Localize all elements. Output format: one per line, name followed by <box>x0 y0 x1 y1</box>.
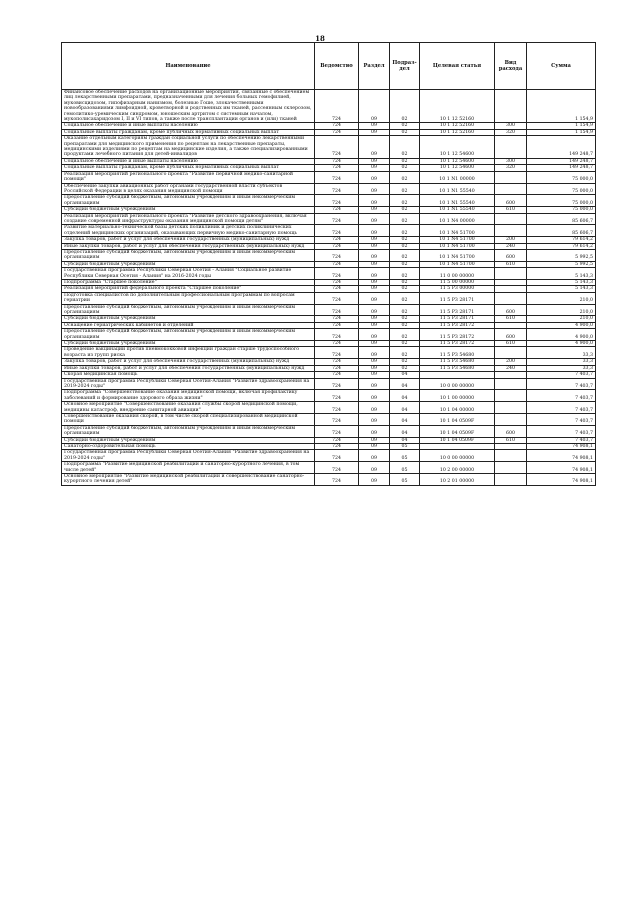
cell-vedomstvo: 724 <box>315 136 359 159</box>
cell-podrazdel: 02 <box>390 316 420 322</box>
cell-sum: 149 248,7 <box>527 165 596 171</box>
cell-expense-type <box>495 462 527 474</box>
cell-sum: 5 143,3 <box>527 268 596 280</box>
cell-expense-type: 610 <box>495 437 527 443</box>
cell-vedomstvo: 724 <box>315 261 359 267</box>
cell-expense-type: 610 <box>495 207 527 213</box>
cell-expense-type <box>495 413 527 425</box>
cell-vedomstvo: 724 <box>315 90 359 123</box>
cell-razdel: 09 <box>359 268 390 280</box>
table-row <box>62 474 596 486</box>
cell-podrazdel: 02 <box>390 280 420 286</box>
cell-razdel: 09 <box>359 322 390 328</box>
cell-name: Государственная программа Республики Северная Осетия-Алания "Развитие здравоохранения на 2019-2024 годы" <box>62 378 315 390</box>
cell-vedomstvo: 724 <box>315 225 359 237</box>
cell-sum: 149 248,7 <box>527 136 596 159</box>
cell-razdel: 09 <box>359 123 390 129</box>
cell-sum: 74 908,1 <box>527 450 596 462</box>
cell-name: Социальные выплаты гражданам, кроме публичных нормативных социальных выплат <box>62 129 315 135</box>
cell-vedomstvo: 724 <box>315 213 359 225</box>
cell-vedomstvo: 724 <box>315 268 359 280</box>
cell-sum: 210,0 <box>527 304 596 316</box>
cell-target-article: 10 1 12 52160 <box>420 123 495 129</box>
cell-name: Оснащение гериатрических кабинетов и отделений <box>62 322 315 328</box>
cell-expense-type <box>495 378 527 390</box>
cell-name: Предоставление субсидий бюджетным, автономным учреждениям и иным некоммерческим организациям <box>62 304 315 316</box>
cell-vedomstvo: 724 <box>315 292 359 304</box>
cell-name: Иные закупки товаров, работ и услуг для обеспечения государственных (муниципальных) нужд <box>62 365 315 371</box>
cell-name: Скорая медицинская помощь <box>62 372 315 378</box>
cell-name: Субсидии бюджетным учреждениям <box>62 316 315 322</box>
cell-razdel: 09 <box>359 372 390 378</box>
cell-expense-type: 600 <box>495 195 527 207</box>
cell-podrazdel: 02 <box>390 207 420 213</box>
cell-vedomstvo: 724 <box>315 365 359 371</box>
cell-expense-type: 320 <box>495 165 527 171</box>
cell-podrazdel: 02 <box>390 249 420 261</box>
cell-razdel: 09 <box>359 183 390 195</box>
cell-razdel: 09 <box>359 129 390 135</box>
cell-target-article: 10 0 00 00000 <box>420 450 495 462</box>
cell-podrazdel: 05 <box>390 474 420 486</box>
cell-target-article: 10 0 00 00000 <box>420 378 495 390</box>
cell-name: Подпрограмма "Старшее поколение" <box>62 280 315 286</box>
cell-podrazdel: 05 <box>390 450 420 462</box>
cell-name: Оказание отдельным категориям граждан социальной услуги по обеспечению лекарственными препаратами для медицинского применения по рецептам на лекарственные препараты, медицинскими изделиями по рецептам на медицинские изделия, а также специализированными продуктами лечебного питания для детей-инвалидов <box>62 136 315 159</box>
cell-razdel: 09 <box>359 341 390 347</box>
cell-podrazdel: 04 <box>390 390 420 402</box>
table-row <box>62 171 596 183</box>
cell-podrazdel: 02 <box>390 359 420 365</box>
cell-target-article: 10 1 N4 51700 <box>420 249 495 261</box>
cell-razdel: 09 <box>359 207 390 213</box>
cell-podrazdel: 02 <box>390 329 420 341</box>
cell-razdel: 09 <box>359 402 390 414</box>
cell-expense-type <box>495 268 527 280</box>
cell-name: Подготовка специалистов по дополнительным профессиональным программам по вопросам гериатрии <box>62 292 315 304</box>
cell-expense-type <box>495 90 527 123</box>
cell-sum: 7 403,7 <box>527 390 596 402</box>
cell-name: Реализация мероприятий федерального проекта "Старшее поколение" <box>62 286 315 292</box>
cell-razdel: 09 <box>359 171 390 183</box>
cell-name: Закупка товаров, работ и услуг для обеспечения государственных (муниципальных) нужд <box>62 359 315 365</box>
cell-sum: 4 900,0 <box>527 341 596 347</box>
cell-podrazdel: 04 <box>390 437 420 443</box>
cell-podrazdel: 04 <box>390 425 420 437</box>
cell-vedomstvo: 724 <box>315 390 359 402</box>
cell-vedomstvo: 724 <box>315 437 359 443</box>
cell-vedomstvo: 724 <box>315 322 359 328</box>
cell-name: Субсидии бюджетным учреждениям <box>62 261 315 267</box>
cell-podrazdel: 02 <box>390 195 420 207</box>
cell-razdel: 09 <box>359 437 390 443</box>
table-row <box>62 390 596 402</box>
cell-razdel: 09 <box>359 462 390 474</box>
cell-target-article: 10 1 12 52160 <box>420 90 495 123</box>
table-row <box>62 329 596 341</box>
cell-name: Предоставление субсидий бюджетным, автономным учреждениям и иным некоммерческим организациям <box>62 425 315 437</box>
cell-sum: 79 614,2 <box>527 237 596 243</box>
cell-target-article: 10 1 N1 55540 <box>420 207 495 213</box>
cell-target-article: 11 5 P3 28171 <box>420 316 495 322</box>
cell-razdel: 09 <box>359 213 390 225</box>
table-row <box>62 402 596 414</box>
cell-podrazdel: 04 <box>390 378 420 390</box>
cell-name: Развитие материально-технической базы детских поликлиник и детских поликлинических отделений медицинских организаций, оказывающих первичную медико-санитарную помощь <box>62 225 315 237</box>
cell-target-article: 11 5 P3 54680 <box>420 359 495 365</box>
cell-sum: 210,0 <box>527 292 596 304</box>
cell-razdel: 09 <box>359 413 390 425</box>
cell-name: Субсидии бюджетным учреждениям <box>62 207 315 213</box>
cell-target-article: 10 1 12 54600 <box>420 136 495 159</box>
cell-sum: 7 403,7 <box>527 413 596 425</box>
cell-razdel: 09 <box>359 450 390 462</box>
cell-name: Предоставление субсидий бюджетным, автономным учреждениям и иным некоммерческим организациям <box>62 329 315 341</box>
cell-razdel: 09 <box>359 443 390 449</box>
cell-expense-type: 200 <box>495 237 527 243</box>
cell-vedomstvo: 724 <box>315 195 359 207</box>
cell-podrazdel: 02 <box>390 171 420 183</box>
cell-target-article: 10 1 00 00000 <box>420 390 495 402</box>
cell-podrazdel: 02 <box>390 129 420 135</box>
cell-expense-type <box>495 450 527 462</box>
cell-expense-type <box>495 402 527 414</box>
cell-sum: 4 900,0 <box>527 322 596 328</box>
cell-name: Санаторно-оздоровительная помощь <box>62 443 315 449</box>
cell-podrazdel: 04 <box>390 413 420 425</box>
cell-expense-type <box>495 292 527 304</box>
cell-razdel: 09 <box>359 329 390 341</box>
cell-razdel: 09 <box>359 304 390 316</box>
cell-sum: 210,0 <box>527 316 596 322</box>
cell-vedomstvo: 724 <box>315 129 359 135</box>
cell-vedomstvo: 724 <box>315 165 359 171</box>
cell-sum: 5 143,3 <box>527 286 596 292</box>
cell-podrazdel: 02 <box>390 365 420 371</box>
cell-razdel: 09 <box>359 390 390 402</box>
cell-expense-type: 600 <box>495 304 527 316</box>
cell-sum: 7 403,7 <box>527 402 596 414</box>
cell-name: Субсидии бюджетным учреждениям <box>62 437 315 443</box>
header-name: Наименование <box>62 43 315 90</box>
cell-name: Социальное обеспечение и иные выплаты населению <box>62 158 315 164</box>
cell-sum: 5 992,5 <box>527 261 596 267</box>
cell-expense-type: 240 <box>495 365 527 371</box>
cell-podrazdel: 02 <box>390 158 420 164</box>
table-row <box>62 195 596 207</box>
cell-podrazdel: 02 <box>390 90 420 123</box>
header-sum: Сумма <box>527 43 596 90</box>
cell-sum: 149 248,7 <box>527 158 596 164</box>
cell-expense-type: 600 <box>495 329 527 341</box>
table-row <box>62 425 596 437</box>
cell-vedomstvo: 724 <box>315 316 359 322</box>
cell-expense-type <box>495 474 527 486</box>
cell-target-article: 11 5 00 00000 <box>420 280 495 286</box>
cell-target-article: 10 1 04 0509F <box>420 425 495 437</box>
cell-sum: 5 992,5 <box>527 249 596 261</box>
cell-razdel: 09 <box>359 280 390 286</box>
cell-sum: 75 000,0 <box>527 195 596 207</box>
cell-vedomstvo: 724 <box>315 158 359 164</box>
cell-target-article: 10 1 12 54600 <box>420 165 495 171</box>
cell-sum: 1 154,9 <box>527 90 596 123</box>
cell-target-article: 11 5 P3 54680 <box>420 365 495 371</box>
cell-target-article: 10 1 04 00000 <box>420 402 495 414</box>
cell-vedomstvo: 724 <box>315 402 359 414</box>
cell-expense-type <box>495 213 527 225</box>
cell-podrazdel: 02 <box>390 225 420 237</box>
table-row <box>62 225 596 237</box>
cell-razdel: 09 <box>359 425 390 437</box>
cell-razdel: 09 <box>359 158 390 164</box>
cell-sum: 74 908,1 <box>527 462 596 474</box>
cell-name: Предоставление субсидий бюджетным, автономным учреждениям и иным некоммерческим организациям <box>62 249 315 261</box>
cell-expense-type: 600 <box>495 425 527 437</box>
cell-podrazdel: 02 <box>390 341 420 347</box>
cell-expense-type <box>495 183 527 195</box>
cell-name: Совершенствование оказания скорой, в том числе скорой специализированной медицинской помощи <box>62 413 315 425</box>
cell-sum: 33,3 <box>527 359 596 365</box>
table-row <box>62 378 596 390</box>
cell-expense-type: 300 <box>495 123 527 129</box>
table-row <box>62 268 596 280</box>
cell-expense-type <box>495 171 527 183</box>
cell-name: Государственная программа Республики Северная Осетия - Алания "Социальное развитие Республики Северная Осетия - Алания" на 2016-2024 годы <box>62 268 315 280</box>
cell-razdel: 09 <box>359 165 390 171</box>
cell-name: Закупка товаров, работ и услуг для обеспечения государственных (муниципальных) нужд <box>62 237 315 243</box>
cell-name: Государственная программа Республики Северная Осетия-Алания "Развитие здравоохранения на 2019-2024 годы" <box>62 450 315 462</box>
cell-podrazdel: 02 <box>390 165 420 171</box>
cell-podrazdel: 02 <box>390 123 420 129</box>
cell-vedomstvo: 724 <box>315 450 359 462</box>
cell-podrazdel: 02 <box>390 286 420 292</box>
cell-name: Предоставление субсидий бюджетным, автономным учреждениям и иным некоммерческим организациям <box>62 195 315 207</box>
cell-razdel: 09 <box>359 292 390 304</box>
table-row <box>62 413 596 425</box>
cell-target-article: 10 1 N1 55540 <box>420 195 495 207</box>
cell-sum: 33,3 <box>527 365 596 371</box>
cell-razdel: 09 <box>359 378 390 390</box>
cell-razdel: 09 <box>359 195 390 207</box>
cell-target-article: 10 1 04 0509F <box>420 413 495 425</box>
cell-target-article: 10 1 N4 00000 <box>420 213 495 225</box>
cell-sum: 79 614,2 <box>527 243 596 249</box>
table-row <box>62 136 596 159</box>
cell-sum: 7 403,7 <box>527 425 596 437</box>
cell-vedomstvo: 724 <box>315 286 359 292</box>
cell-expense-type: 610 <box>495 341 527 347</box>
cell-vedomstvo: 724 <box>315 171 359 183</box>
cell-expense-type: 240 <box>495 243 527 249</box>
cell-target-article: 10 1 N1 55540 <box>420 183 495 195</box>
cell-razdel: 09 <box>359 359 390 365</box>
cell-target-article: 11 5 P3 28172 <box>420 322 495 328</box>
cell-name: Обеспечение закупки авиационных работ органами государственной власти субъектов Российской Федерации в целях оказания медицинской помощи <box>62 183 315 195</box>
cell-name: Проведение вакцинации против пневмококковой инфекции граждан старше трудоспособного возраста из групп риска <box>62 347 315 359</box>
cell-sum: 33,3 <box>527 347 596 359</box>
cell-razdel: 09 <box>359 249 390 261</box>
header-target-article: Целевая статья <box>420 43 495 90</box>
cell-razdel: 09 <box>359 90 390 123</box>
header-vedomstvo: Ведомство <box>315 43 359 90</box>
cell-sum: 5 143,3 <box>527 280 596 286</box>
cell-name: Социальное обеспечение и иные выплаты населению <box>62 123 315 129</box>
cell-razdel: 09 <box>359 225 390 237</box>
cell-vedomstvo: 724 <box>315 183 359 195</box>
cell-sum: 4 900,0 <box>527 329 596 341</box>
cell-expense-type <box>495 390 527 402</box>
cell-sum: 7 403,7 <box>527 372 596 378</box>
cell-razdel: 09 <box>359 316 390 322</box>
cell-podrazdel: 02 <box>390 261 420 267</box>
page-number: 18 <box>315 34 325 43</box>
cell-target-article: 10 1 N4 51700 <box>420 261 495 267</box>
cell-target-article: 10 1 12 52160 <box>420 129 495 135</box>
cell-podrazdel: 04 <box>390 372 420 378</box>
cell-sum: 85 606,7 <box>527 213 596 225</box>
table-row <box>62 213 596 225</box>
cell-podrazdel: 02 <box>390 213 420 225</box>
cell-sum: 7 403,7 <box>527 437 596 443</box>
cell-target-article: 11 5 P3 54680 <box>420 347 495 359</box>
cell-expense-type: 610 <box>495 261 527 267</box>
table-row <box>62 90 596 123</box>
cell-podrazdel: 02 <box>390 347 420 359</box>
table-header-row <box>62 43 596 90</box>
cell-sum: 75 000,0 <box>527 171 596 183</box>
budget-table <box>61 42 596 486</box>
cell-vedomstvo: 724 <box>315 280 359 286</box>
cell-vedomstvo: 724 <box>315 304 359 316</box>
cell-vedomstvo: 724 <box>315 443 359 449</box>
cell-target-article: 10 1 12 54600 <box>420 158 495 164</box>
table-row <box>62 347 596 359</box>
table-row <box>62 450 596 462</box>
cell-vedomstvo: 724 <box>315 123 359 129</box>
cell-razdel: 09 <box>359 243 390 249</box>
cell-expense-type <box>495 136 527 159</box>
cell-expense-type <box>495 225 527 237</box>
cell-name: Подпрограмма "Совершенствование оказания медицинской помощи, включая профилактику заболеваний и формирование здорового образа жизни" <box>62 390 315 402</box>
cell-name: Основное мероприятие "Совершенствование оказания службы скорой медицинской помощи, медицины катастроф, внедрение санитарной авиации" <box>62 402 315 414</box>
cell-podrazdel: 02 <box>390 268 420 280</box>
cell-sum: 75 000,0 <box>527 183 596 195</box>
cell-target-article: 10 2 00 00000 <box>420 462 495 474</box>
cell-target-article: 11 5 P3 28172 <box>420 329 495 341</box>
cell-expense-type: 610 <box>495 316 527 322</box>
cell-podrazdel: 02 <box>390 243 420 249</box>
header-podrazdel: Подраз-дел <box>390 43 420 90</box>
cell-vedomstvo: 724 <box>315 207 359 213</box>
cell-razdel: 09 <box>359 365 390 371</box>
table-row <box>62 292 596 304</box>
cell-podrazdel: 04 <box>390 402 420 414</box>
cell-vedomstvo: 724 <box>315 359 359 365</box>
cell-name: Субсидии бюджетным учреждениям <box>62 341 315 347</box>
cell-podrazdel: 02 <box>390 183 420 195</box>
cell-podrazdel: 05 <box>390 462 420 474</box>
cell-target-article: 11 5 P3 00000 <box>420 286 495 292</box>
table-row <box>62 249 596 261</box>
cell-expense-type <box>495 347 527 359</box>
cell-razdel: 09 <box>359 286 390 292</box>
cell-expense-type: 600 <box>495 249 527 261</box>
cell-vedomstvo: 724 <box>315 347 359 359</box>
cell-sum: 1 154,9 <box>527 123 596 129</box>
cell-vedomstvo: 724 <box>315 372 359 378</box>
cell-podrazdel: 02 <box>390 136 420 159</box>
cell-name: Реализация мероприятий регионального проекта "Развитие детского здравоохранения, включая создание современной инфраструктуры оказания медицинской помощи детям" <box>62 213 315 225</box>
cell-podrazdel: 02 <box>390 237 420 243</box>
cell-target-article: 10 1 N4 51700 <box>420 237 495 243</box>
cell-target-article: 10 1 N4 51700 <box>420 243 495 249</box>
cell-vedomstvo: 724 <box>315 462 359 474</box>
header-razdel: Раздел <box>359 43 390 90</box>
table-body <box>62 90 596 486</box>
cell-vedomstvo: 724 <box>315 329 359 341</box>
cell-target-article: 11 5 P3 28172 <box>420 341 495 347</box>
cell-target-article: 11 0 00 00000 <box>420 268 495 280</box>
cell-vedomstvo: 724 <box>315 378 359 390</box>
cell-razdel: 09 <box>359 261 390 267</box>
cell-razdel: 09 <box>359 136 390 159</box>
cell-sum: 75 000,0 <box>527 207 596 213</box>
cell-expense-type: 300 <box>495 158 527 164</box>
cell-vedomstvo: 724 <box>315 243 359 249</box>
header-expense-type: Вид расхода <box>495 43 527 90</box>
cell-podrazdel: 02 <box>390 304 420 316</box>
cell-target-article: 11 5 P3 28171 <box>420 292 495 304</box>
cell-podrazdel: 05 <box>390 443 420 449</box>
table-row <box>62 183 596 195</box>
cell-vedomstvo: 724 <box>315 341 359 347</box>
cell-vedomstvo: 724 <box>315 249 359 261</box>
cell-vedomstvo: 724 <box>315 413 359 425</box>
cell-vedomstvo: 724 <box>315 474 359 486</box>
cell-target-article: 11 5 P3 28171 <box>420 304 495 316</box>
cell-sum: 7 403,7 <box>527 378 596 390</box>
cell-name: Основное мероприятие "Развитие медицинской реабилитации и совершенствование санаторно-курортного лечения детей" <box>62 474 315 486</box>
cell-sum: 85 606,7 <box>527 225 596 237</box>
cell-name: Реализация мероприятий регионального проекта "Развитие первичной медико-санитарной помощи" <box>62 171 315 183</box>
cell-vedomstvo: 724 <box>315 425 359 437</box>
table-row <box>62 462 596 474</box>
cell-vedomstvo: 724 <box>315 237 359 243</box>
cell-razdel: 09 <box>359 347 390 359</box>
cell-target-article: 10 1 04 0509F <box>420 437 495 443</box>
cell-razdel: 09 <box>359 474 390 486</box>
cell-sum: 74 908,1 <box>527 443 596 449</box>
cell-target-article: 10 1 N1 00000 <box>420 171 495 183</box>
cell-name: Подпрограмма "Развитие медицинской реабилитации и санаторно-курортного лечения, в том числе детей" <box>62 462 315 474</box>
cell-name: Социальные выплаты гражданам, кроме публичных нормативных социальных выплат <box>62 165 315 171</box>
cell-expense-type: 320 <box>495 129 527 135</box>
cell-podrazdel: 02 <box>390 292 420 304</box>
cell-target-article: 10 1 N4 51700 <box>420 225 495 237</box>
cell-sum: 1 154,9 <box>527 129 596 135</box>
cell-name: Финансовое обеспечение расходов на организационные мероприятия, связанные с обеспечением лиц лекарственными препаратами, предназначенными для лечения больных гемофилией, муковисцидозом, гипофизарным нанизмом, болезнью Гоше, злокачественными новообразованиями лимфоидной, кроветворной и родственных им тканей, рассеянным склерозом, гемолитико-уремическим синдромом, юношеским артритом с системным началом, мукополисахаридозом I, II и VI типов, а также после трансплантации органов и (или) тканей <box>62 90 315 123</box>
cell-expense-type: 200 <box>495 359 527 365</box>
cell-target-article: 10 2 01 00000 <box>420 474 495 486</box>
table-row <box>62 304 596 316</box>
cell-name: Иные закупки товаров, работ и услуг для обеспечения государственных (муниципальных) нужд <box>62 243 315 249</box>
cell-razdel: 09 <box>359 237 390 243</box>
cell-sum: 74 908,1 <box>527 474 596 486</box>
cell-podrazdel: 02 <box>390 322 420 328</box>
